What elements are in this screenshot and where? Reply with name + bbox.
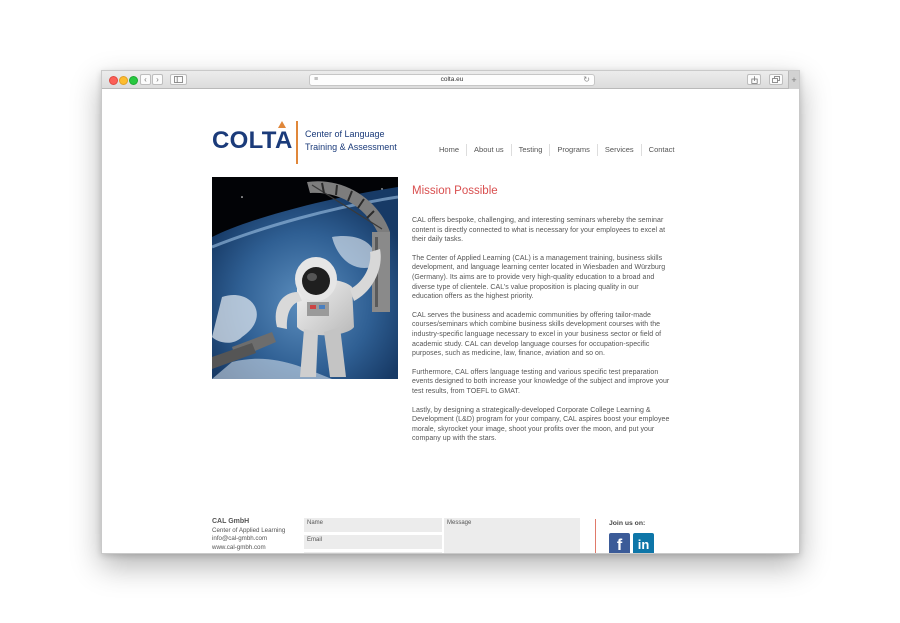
company-name: CAL GmbH [212, 518, 250, 525]
article-paragraph-5: Lastly, by designing a strategically-developed Corporate College Learning & Development (L&D) program for your company, CAL aspires boost your employee morale, skyrocket your image, shoot your profits over the moon, and put your company up with the stars. [412, 406, 670, 443]
main-nav [432, 144, 682, 156]
new-tab-icon: + [791, 75, 797, 85]
email-field[interactable] [304, 535, 442, 549]
facebook-icon[interactable]: f [609, 533, 630, 554]
mission-article [412, 185, 670, 453]
nav-services[interactable]: Services [597, 144, 641, 156]
nav-programs[interactable]: Programs [549, 144, 597, 156]
company-email[interactable]: info@cal-gmbh.com [212, 535, 268, 542]
company-website[interactable]: www.cal-gmbh.com [212, 543, 266, 551]
tabs-icon [772, 76, 780, 83]
forward-button[interactable] [152, 74, 163, 85]
nav-about-us[interactable]: About us [466, 144, 511, 156]
linkedin-icon[interactable]: in [633, 533, 654, 554]
article-paragraph-2: The Center of Applied Learning (CAL) is a management training, business skills development, and language learning center located in Wiesbaden and Würzburg (Germany). Its aims are to provide very high-quality education to a broad and diverse type of clientele. CAL’s value proposition is placing quality in our education offers as the highest priority. [412, 254, 666, 301]
join-us-label: Join us on: [609, 520, 646, 527]
reload-icon[interactable]: ↻ [583, 75, 590, 84]
logo-subtitle-line1: Center of Language [305, 129, 385, 139]
article-paragraph-3: CAL serves the business and academic communities by offering tailor-made courses/seminars which combine business skills development courses with the industry-specific language necessary to excel in your business sector or field of academic study. CAL can develop language courses for occupation-specific purposes, such as medicine, law, finance, aviation and so on. [412, 311, 662, 358]
email-field-placeholder: Email [307, 537, 323, 543]
share-icon [751, 76, 758, 84]
sidebar-icon [174, 76, 183, 83]
zoom-window-button[interactable] [129, 76, 138, 85]
back-button[interactable] [140, 74, 151, 85]
back-icon: ‹ [144, 75, 147, 84]
footer-company-info [212, 518, 285, 552]
article-paragraph-1: CAL offers bespoke, challenging, and interesting seminars whereby the seminar content is directly connected to what is necessary for your employees to excel at their daily tasks. [412, 217, 666, 244]
new-tab-button[interactable] [788, 71, 799, 89]
browser-toolbar [102, 71, 799, 89]
form-field-partial[interactable] [304, 552, 442, 554]
company-full-name: Center of Applied Learning [212, 526, 286, 534]
address-url: colta.eu [440, 76, 464, 83]
reader-menu-icon[interactable]: ≡ [314, 76, 319, 83]
share-button[interactable] [747, 74, 761, 85]
article-paragraph-4: Furthermore, CAL offers language testing and various specific test preparation events designed to both increase your knowledge of the subject and improve your test results, from TOEFL to GMAT. [412, 368, 670, 395]
tabs-button[interactable] [769, 74, 783, 85]
name-field-placeholder: Name [307, 520, 324, 526]
logo-subtitle-line2: Training & Assessment [305, 142, 397, 152]
nav-contact[interactable]: Contact [641, 144, 682, 156]
footer-divider [595, 519, 596, 554]
nav-testing[interactable]: Testing [511, 144, 550, 156]
nav-home[interactable]: Home [439, 145, 460, 154]
logo-wordmark: COLTA [212, 127, 293, 154]
sidebar-button[interactable] [170, 74, 187, 85]
web-page [102, 89, 799, 554]
close-window-button[interactable] [109, 76, 118, 85]
message-field[interactable] [444, 518, 580, 554]
browser-window [101, 70, 800, 554]
minimize-window-button[interactable] [119, 76, 128, 85]
address-bar[interactable] [309, 74, 595, 86]
message-field-placeholder: Message [447, 520, 472, 526]
forward-icon: › [156, 75, 159, 84]
hero-image [212, 177, 398, 379]
name-field[interactable] [304, 518, 442, 532]
article-title: Mission Possible [412, 185, 498, 197]
logo-divider [296, 121, 298, 164]
logo-accent-mark [278, 121, 286, 128]
